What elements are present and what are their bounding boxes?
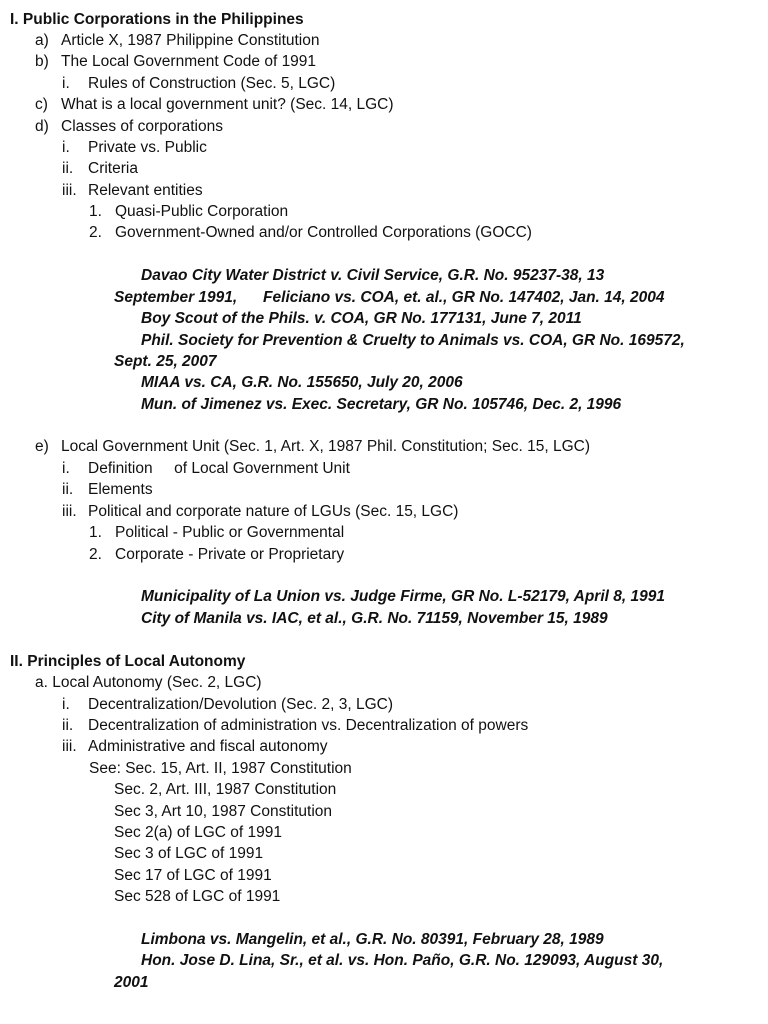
item-marker: 1. <box>89 203 102 220</box>
outline-item-d-iii <box>62 180 203 201</box>
item-marker: ii. <box>62 160 74 177</box>
outline-item-d-i <box>62 137 207 158</box>
outline-item-2a-i <box>62 694 393 715</box>
item-marker: iii. <box>62 182 77 199</box>
outline-item-e <box>35 436 590 457</box>
item-marker: e) <box>35 438 49 455</box>
item-text: Classes of corporations <box>61 118 223 135</box>
case-citation: Phil. Society for Prevention & Cruelty to Animals vs. COA, GR No. 169572, <box>141 332 685 349</box>
legal-reference: Sec 17 of LGC of 1991 <box>114 867 272 884</box>
outline-item-c <box>35 94 394 115</box>
see-reference: See: Sec. 15, Art. II, 1987 Constitution <box>89 760 352 777</box>
item-text: Elements <box>88 481 153 498</box>
item-text: What is a local government unit? (Sec. 14, LGC) <box>61 96 394 113</box>
outline-item-d <box>35 116 223 137</box>
case-citation: Mun. of Jimenez vs. Exec. Secretary, GR No. 105746, Dec. 2, 1996 <box>141 396 622 413</box>
item-text: Local Government Unit (Sec. 1, Art. X, 1987 Phil. Constitution; Sec. 15, LGC) <box>61 438 590 455</box>
outline-item-e-ii <box>62 479 153 500</box>
item-marker: ii. <box>62 717 74 734</box>
case-citation: Limbona vs. Mangelin, et al., G.R. No. 80391, February 28, 1989 <box>141 931 604 948</box>
item-text: Corporate - Private or Proprietary <box>115 546 345 563</box>
outline-item-e-iii-1 <box>89 522 344 543</box>
outline-item-b-i <box>62 73 335 94</box>
outline-item-d-iii-1 <box>89 201 288 222</box>
item-text: Administrative and fiscal autonomy <box>88 738 328 755</box>
item-text: Criteria <box>88 160 138 177</box>
item-marker: 1. <box>89 524 102 541</box>
legal-reference: Sec 3, Art 10, 1987 Constitution <box>114 803 332 820</box>
case-citation: 2001 <box>114 974 149 991</box>
item-marker: a) <box>35 32 49 49</box>
case-citation: Davao City Water District v. Civil Service, G.R. No. 95237-38, 13 <box>141 267 605 284</box>
outline-item-a <box>35 30 319 51</box>
legal-reference: Sec 528 of LGC of 1991 <box>114 888 281 905</box>
case-citation: Municipality of La Union vs. Judge Firme, GR No. L-52179, April 8, 1991 <box>141 588 665 605</box>
outline-item-b <box>35 51 316 72</box>
case-citation: Boy Scout of the Phils. v. COA, GR No. 177131, June 7, 2011 <box>141 310 582 327</box>
item-marker: iii. <box>62 738 77 755</box>
item-marker: d) <box>35 118 49 135</box>
legal-reference: Sec 3 of LGC of 1991 <box>114 845 264 862</box>
item-text: Private vs. Public <box>88 139 207 156</box>
item-text: Definition of Local Government Unit <box>88 460 350 477</box>
outline-item-d-ii <box>62 158 138 179</box>
item-text: Rules of Construction (Sec. 5, LGC) <box>88 75 336 92</box>
outline-item-2a-iii <box>62 736 328 757</box>
legal-reference: Sec. 2, Art. III, 1987 Constitution <box>114 781 337 798</box>
item-marker: b) <box>35 53 49 70</box>
outline-item-2a: a. Local Autonomy (Sec. 2, LGC) <box>35 674 262 691</box>
item-text: Relevant entities <box>88 182 203 199</box>
item-text: Decentralization/Devolution (Sec. 2, 3, LGC) <box>88 696 393 713</box>
item-marker: 2. <box>89 546 102 563</box>
item-marker: ii. <box>62 481 74 498</box>
case-citation: September 1991, Feliciano vs. COA, et. al., GR No. 147402, Jan. 14, 2004 <box>114 289 665 306</box>
item-marker: i. <box>62 139 70 156</box>
case-citation: Sept. 25, 2007 <box>114 353 217 370</box>
outline-item-d-iii-2 <box>89 222 532 243</box>
item-marker: i. <box>62 75 70 92</box>
item-text: Political - Public or Governmental <box>115 524 345 541</box>
case-citation: City of Manila vs. IAC, et al., G.R. No. 71159, November 15, 1989 <box>141 610 608 627</box>
outline-item-e-iii-2 <box>89 544 344 565</box>
item-marker: iii. <box>62 503 77 520</box>
case-citation: Hon. Jose D. Lina, Sr., et al. vs. Hon. Paño, G.R. No. 129093, August 30, <box>141 952 664 969</box>
outline-item-2a-ii <box>62 715 528 736</box>
case-citation: MIAA vs. CA, G.R. No. 155650, July 20, 2006 <box>141 374 463 391</box>
item-marker: c) <box>35 96 48 113</box>
outline-item-e-i <box>62 458 350 479</box>
section-heading-1: I. Public Corporations in the Philippines <box>10 11 304 28</box>
item-text: Government-Owned and/or Controlled Corporations (GOCC) <box>115 224 532 241</box>
section-heading-2: II. Principles of Local Autonomy <box>10 653 246 670</box>
item-text: Political and corporate nature of LGUs (Sec. 15, LGC) <box>88 503 459 520</box>
item-text: Article X, 1987 Philippine Constitution <box>61 32 320 49</box>
item-text: Decentralization of administration vs. Decentralization of powers <box>88 717 529 734</box>
item-text: Quasi-Public Corporation <box>115 203 289 220</box>
item-marker: i. <box>62 460 70 477</box>
item-marker: i. <box>62 696 70 713</box>
outline-item-e-iii <box>62 501 458 522</box>
item-text: The Local Government Code of 1991 <box>61 53 317 70</box>
legal-reference: Sec 2(a) of LGC of 1991 <box>114 824 283 841</box>
item-marker: 2. <box>89 224 102 241</box>
